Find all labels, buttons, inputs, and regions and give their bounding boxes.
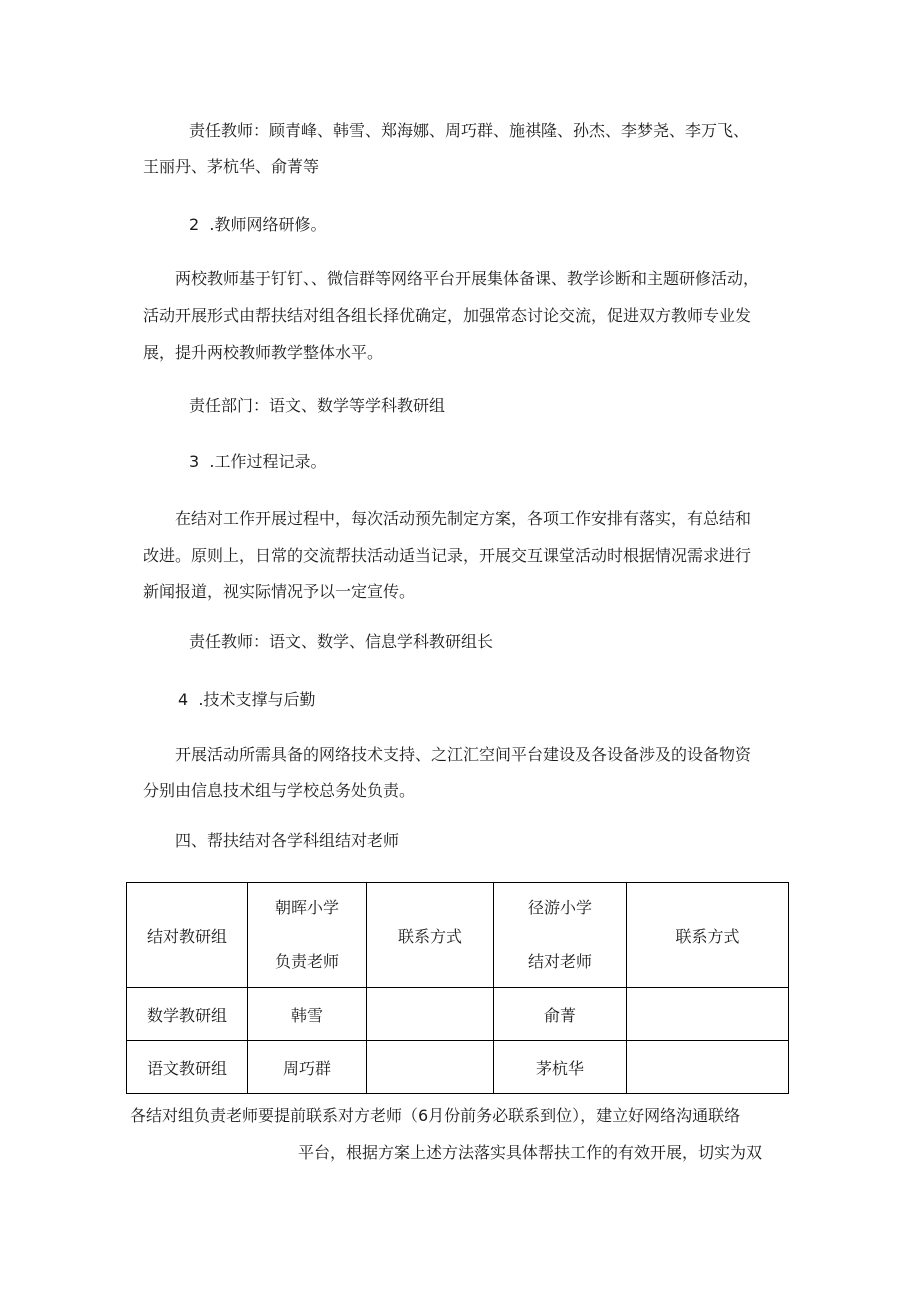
paragraph-3-line-3: 新闻报道，视实际情况予以一定宣传。 — [143, 582, 416, 601]
after-table-line-1: 各结对组负责老师要提前联系对方老师（6月份前务必联系到位），建立好网络沟通联络 — [130, 1106, 741, 1125]
heading-3 — [189, 450, 326, 474]
heading-3-text: .工作过程记录。 — [209, 452, 327, 471]
table-header-row — [127, 883, 789, 988]
heading-3-number: 3 — [189, 452, 200, 471]
heading-2 — [189, 213, 326, 237]
cell-contact2 — [627, 988, 789, 1041]
header-contact1: 联系方式 — [367, 883, 494, 988]
paragraph-4-line-2: 分别由信息技术组与学校总务处负责。 — [143, 781, 416, 800]
header-group: 结对教研组 — [127, 883, 248, 988]
heading-2-number: 2 — [189, 215, 200, 234]
cell-teacher2: 茅杭华 — [494, 1041, 627, 1094]
paragraph-2-line-2: 活动开展形式由帮扶结对组各组长择优确定，加强常态讨论交流，促进双方教师专业发 — [143, 306, 752, 325]
cell-teacher2: 俞菁 — [494, 988, 627, 1041]
cell-group: 数学教研组 — [127, 988, 248, 1041]
section-4-heading: 四、帮扶结对各学科组结对老师 — [175, 831, 400, 850]
pairing-table — [126, 882, 789, 1094]
header-contact2: 联系方式 — [627, 883, 789, 988]
heading-4-text: .技术支撑与后勤 — [198, 690, 316, 709]
cell-teacher1: 韩雪 — [248, 988, 367, 1041]
header-school1-role: 负责老师 — [274, 952, 339, 971]
responsible-teachers-line-cont: 王丽丹、茅杭华、俞菁等 — [143, 157, 320, 176]
header-school2-role: 结对老师 — [527, 952, 592, 971]
responsible-teachers-line: 责任教师：顾青峰、韩雪、郑海娜、周巧群、施祺隆、孙杰、李梦尧、李万飞、 — [189, 121, 750, 140]
after-table-line-2: 平台，根据方案上述方法落实具体帮扶工作的有效开展，切实为双 — [298, 1143, 763, 1162]
responsible-teachers-line-3: 责任教师：语文、数学、信息学科教研组长 — [189, 632, 494, 651]
heading-4-number: 4 — [178, 690, 189, 709]
cell-group: 语文教研组 — [127, 1041, 248, 1094]
header-school2 — [494, 883, 627, 988]
table-row — [127, 1041, 789, 1094]
cell-contact2 — [627, 1041, 789, 1094]
paragraph-3-line-1: 在结对工作开展过程中，每次活动预先制定方案，各项工作安排有落实，有总结和 — [175, 509, 752, 528]
paragraph-4-line-1: 开展活动所需具备的网络技术支持、之江汇空间平台建设及各设备涉及的设备物资 — [175, 745, 752, 764]
paragraph-2-line-3: 展，提升两校教师教学整体水平。 — [143, 343, 384, 362]
paragraph-3-line-2: 改进。原则上，日常的交流帮扶活动适当记录，开展交互课堂活动时根据情况需求进行 — [143, 546, 752, 565]
cell-contact1 — [367, 1041, 494, 1094]
paragraph-2-line-1: 两校教师基于钉钉、、微信群等网络平台开展集体备课、教学诊断和主题研修活动， — [175, 269, 760, 288]
heading-4 — [178, 688, 315, 712]
table-row — [127, 988, 789, 1041]
cell-teacher1: 周巧群 — [248, 1041, 367, 1094]
responsible-department-line: 责任部门：语文、数学等学科教研组 — [189, 396, 446, 415]
heading-2-text: .教师网络研修。 — [209, 215, 327, 234]
cell-contact1 — [367, 988, 494, 1041]
header-school1 — [248, 883, 367, 988]
header-school2-name: 径游小学 — [527, 898, 592, 917]
header-school1-name: 朝晖小学 — [274, 898, 339, 917]
